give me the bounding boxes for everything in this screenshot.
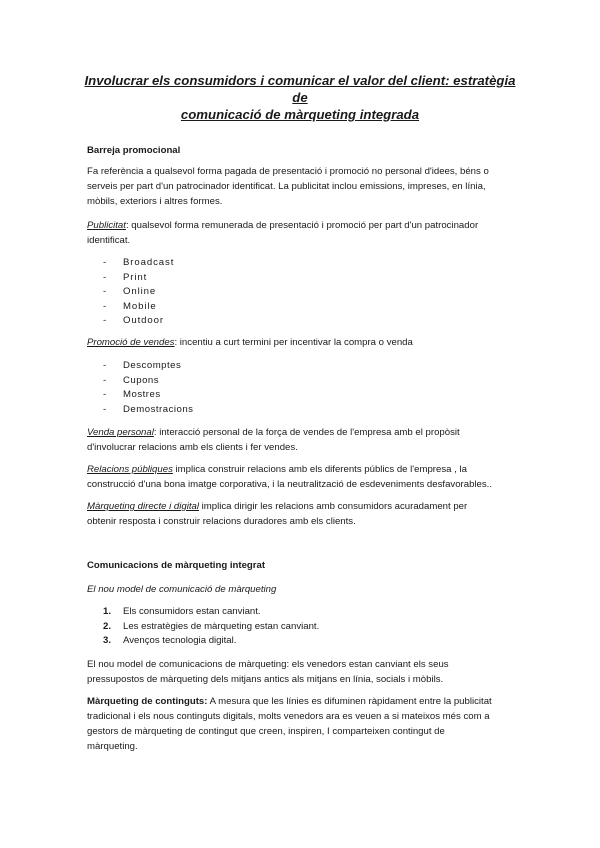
venda-paragraph (87, 425, 515, 455)
relacions-line-2: construcció d'una bona imatge corporativa, i la neutralització de esdeveniments desfavorables.. (87, 479, 492, 490)
list-item: - Cupons (103, 374, 160, 386)
continguts-text-1: A mesura que les línies es difuminen ràpidament entre la publicitat (207, 696, 492, 707)
section-subheading: El nou model de comunicació de màrqueting (87, 584, 277, 595)
venda-text-1: : interacció personal de la força de vendes de l'empresa amb el propòsit (153, 427, 460, 438)
relacions-term: Relacions públiques (87, 464, 173, 475)
promocio-paragraph (87, 335, 515, 350)
relacions-text-1: implica construir relacions amb els diferents públics de l'empresa , la (172, 464, 467, 475)
list-item: 3. Avenços tecnologia digital. (103, 635, 237, 647)
continguts-term: Màrqueting de continguts: (87, 696, 208, 707)
promocio-term: Promoció de vendes (87, 337, 175, 348)
list-item: - Online (103, 286, 157, 298)
list-item: - Mostres (103, 389, 161, 401)
list-item: - Demostracions (103, 403, 194, 415)
marqueting-directe-line-1 (87, 499, 515, 514)
publicitat-line-2: identificat. (87, 235, 131, 246)
numbered-list (87, 604, 487, 648)
section-heading-comunicacions: Comunicacions de màrqueting integrat (87, 560, 266, 571)
relacions-paragraph (87, 462, 515, 492)
list-item: 1. Els consumidors estan canviant. (103, 606, 261, 617)
promocio-list (87, 358, 487, 416)
marqueting-directe-paragraph (87, 499, 515, 529)
page-title (80, 72, 520, 123)
nou-model-line-1: El nou model de comunicacions de màrqueting: els venedors estan canviant els seus (87, 659, 449, 670)
publicitat-paragraph (87, 218, 515, 248)
list-item: - Descomptes (103, 360, 182, 371)
nou-model-line-2: pressupostos de màrqueting dels mitjans antics als mitjans en línia, socials i mòbils. (87, 674, 444, 685)
publicitat-line-1 (87, 218, 515, 233)
publicitat-list (87, 255, 487, 328)
intro-line-2: serveis per part d'un patrocinador identificat. La publicitat inclou emissions, impreses, en línia, (87, 181, 486, 192)
continguts-line-3: gestors de màrqueting de contingut que creen, inspiren, I comparteixen contingut de (87, 726, 445, 737)
title-line-2: comunicació de màrqueting integrada (180, 107, 420, 122)
continguts-line-4: màrqueting. (87, 741, 138, 752)
list-item: - Print (103, 271, 148, 283)
nou-model-paragraph (87, 657, 515, 687)
list-item: - Outdoor (103, 315, 164, 327)
section-heading-barreja: Barreja promocional (87, 145, 181, 156)
title-line-1: Involucrar els consumidors i comunicar el valor del client: estratègia de (84, 73, 516, 105)
continguts-line-2: tradicional i els nous continguts digitals, molts venedors ara es veuen a si mateixos més com a (87, 711, 490, 722)
marqueting-directe-term: Màrqueting directe i digital (87, 501, 199, 512)
intro-line-1: Fa referència a qualsevol forma pagada de presentació i promoció no personal d'idees, béns o (87, 166, 489, 177)
venda-term: Venda personal (87, 427, 154, 438)
venda-line-2: d'involucrar relacions amb els clients i fer vendes. (87, 442, 298, 453)
intro-line-3: mòbils, exteriors i altres formes. (87, 196, 223, 207)
relacions-line-1 (87, 462, 515, 477)
venda-line-1 (87, 425, 515, 440)
list-item: 2. Les estratègies de màrqueting estan canviant. (103, 620, 320, 632)
intro-paragraph (87, 164, 515, 209)
publicitat-text-1: : qualsevol forma remunerada de presentació i promoció per part d'un patrocinador (125, 220, 479, 231)
marqueting-directe-text-1: implica dirigir les relacions amb consumidors acuradament per (199, 501, 468, 512)
continguts-line-1 (87, 694, 515, 709)
promocio-text: : incentiu a curt termini per incentivar la compra o venda (174, 337, 413, 348)
list-item: - Mobile (103, 300, 157, 312)
publicitat-term: Publicitat (87, 220, 126, 231)
list-item: - Broadcast (103, 257, 175, 268)
marqueting-directe-line-2: obtenir resposta i construir relacions duradores amb els clients. (87, 516, 356, 527)
continguts-paragraph (87, 694, 515, 754)
